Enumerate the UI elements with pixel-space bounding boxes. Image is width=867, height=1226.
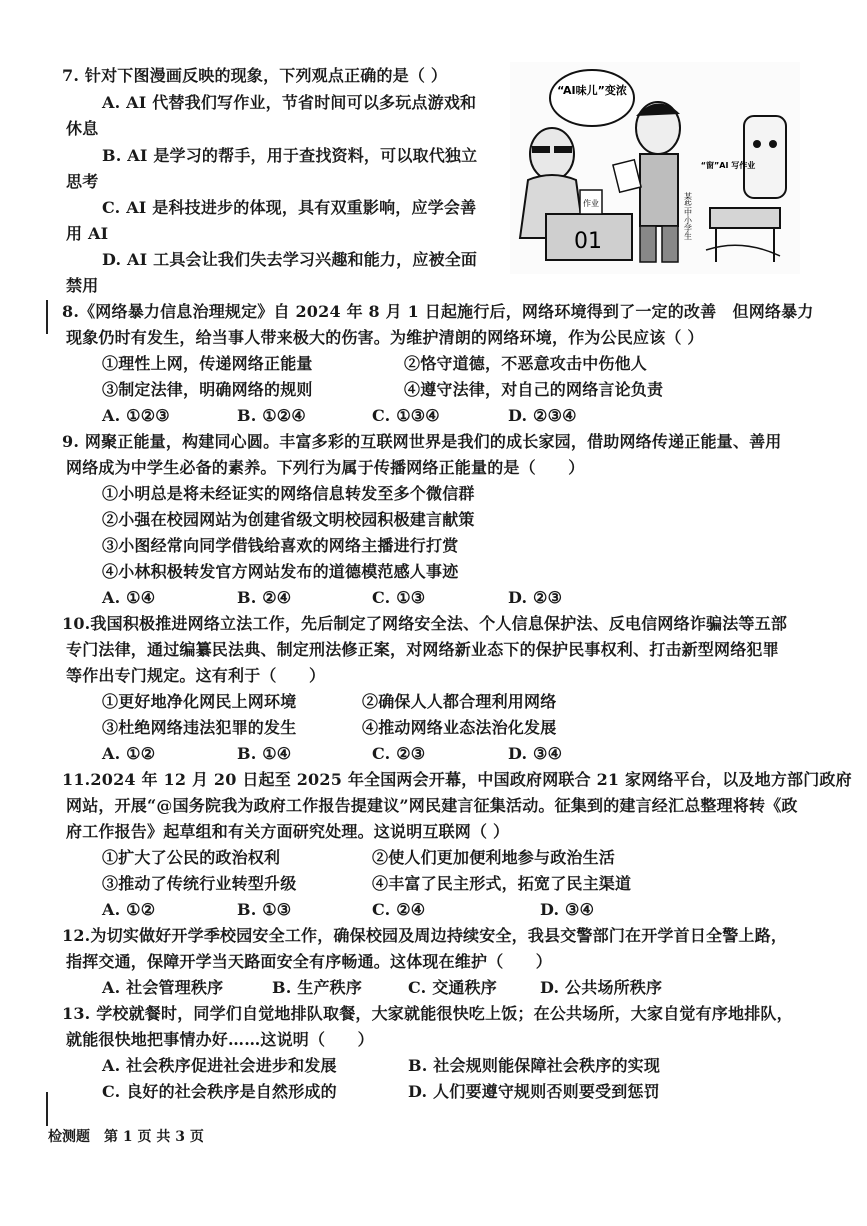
q13-option-d: D. 人们要遵守规则否则要受到惩罚	[408, 1082, 660, 1101]
q7-option-b-cont: 思考	[66, 172, 99, 191]
q10-option-d: D. ③④	[508, 744, 563, 763]
q11-option-c: C. ②④	[372, 900, 426, 919]
q13-stem-line2: 就能很快地把事情办好……这说明（ ）	[66, 1030, 374, 1049]
q7-option-a: A. AI 代替我们写作业，节省时间可以多玩点游戏和	[102, 93, 477, 112]
q7-option-d: D. AI 工具会让我们失去学习兴趣和能力，应被全面	[102, 250, 478, 269]
q11-statement-4: ④丰富了民主形式，拓宽了民主渠道	[372, 874, 632, 893]
page-footer: 检测题 第 1 页 共 3 页	[48, 1129, 204, 1145]
q9-statement-3: ③小图经常向同学借钱给喜欢的网络主播进行打赏	[102, 536, 459, 555]
q11-statement-3: ③推动了传统行业转型升级	[102, 874, 297, 893]
q7-option-c-cont: 用 AI	[66, 224, 109, 243]
q9-stem-line2: 网络成为中学生必备的素养。下列行为属于传播网络正能量的是（ ）	[66, 458, 585, 477]
q10-statement-2: ②确保人人都合理利用网络	[362, 692, 557, 711]
margin-rule-top	[46, 300, 48, 334]
q7-stem: 7. 针对下图漫画反映的现象，下列观点正确的是（ ）	[62, 66, 448, 85]
q8-statement-4: ④遵守法律，对自己的网络言论负责	[404, 380, 664, 399]
q11-option-a: A. ①②	[102, 900, 156, 919]
q7-option-a-cont: 休息	[66, 119, 99, 138]
cartoon-paper-label: 作业	[583, 199, 599, 208]
q11-option-b: B. ①③	[237, 900, 292, 919]
cartoon-side-label: 某些中小学生	[683, 192, 693, 240]
q8-option-a: A. ①②③	[102, 406, 170, 425]
cartoon-desk-code: 01	[574, 229, 602, 254]
q13-option-c: C. 良好的社会秩序是自然形成的	[102, 1082, 337, 1101]
q12-option-b: B. 生产秩序	[272, 978, 363, 997]
q7-option-c: C. AI 是科技进步的体现，具有双重影响，应学会善	[102, 198, 477, 217]
q9-option-c: C. ①③	[372, 588, 426, 607]
q11-option-d: D. ③④	[540, 900, 595, 919]
q8-option-b: B. ①②④	[237, 406, 306, 425]
margin-rule-bottom	[46, 1092, 48, 1126]
q9-statement-1: ①小明总是将未经证实的网络信息转发至多个微信群	[102, 484, 475, 503]
q11-stem-line2: 网站，开展“@国务院我为政府工作报告提建议”网民建言征集活动。征集到的建言经汇总整理将转《政	[66, 796, 798, 815]
q10-statement-1: ①更好地净化网民上网环境	[102, 692, 297, 711]
q13-option-b: B. 社会规则能保障社会秩序的实现	[408, 1056, 661, 1075]
q10-option-a: A. ①②	[102, 744, 156, 763]
q8-statement-3: ③制定法律，明确网络的规则	[102, 380, 313, 399]
q8-stem-line1: 8.《网络暴力信息治理规定》自 2024 年 8 月 1 日起施行后，网络环境得到了一定的改善 但网络暴力	[62, 302, 814, 321]
q10-option-c: C. ②③	[372, 744, 426, 763]
cartoon-illustration	[510, 62, 800, 274]
q11-statement-2: ②使人们更加便利地参与政治生活	[372, 848, 616, 867]
q10-stem-line1: 10.我国积极推进网络立法工作，先后制定了网络安全法、个人信息保护法、反电信网络诈骗法等五部	[62, 614, 788, 633]
q12-option-a: A. 社会管理秩序	[102, 978, 224, 997]
q7-option-b: B. AI 是学习的帮手，用于查找资料，可以取代独立	[102, 146, 478, 165]
q9-option-b: B. ②④	[237, 588, 292, 607]
q8-option-d: D. ②③④	[508, 406, 577, 425]
q10-statement-3: ③杜绝网络违法犯罪的发生	[102, 718, 297, 737]
q9-stem-line1: 9. 网聚正能量，构建同心圆。丰富多彩的互联网世界是我们的成长家园，借助网络传递正能量、善用	[62, 432, 782, 451]
q9-statement-4: ④小林积极转发官方网站发布的道德模范感人事迹	[102, 562, 459, 581]
q9-option-d: D. ②③	[508, 588, 563, 607]
q10-stem-line3: 等作出专门规定。这有利于（ ）	[66, 666, 326, 685]
q8-option-c: C. ①③④	[372, 406, 440, 425]
q8-statement-2: ②恪守道德，不恶意攻击中伤他人	[404, 354, 648, 373]
q11-statement-1: ①扩大了公民的政治权利	[102, 848, 281, 867]
q13-stem-line1: 13. 学校就餐时，同学们自觉地排队取餐，大家就能很快吃上饭；在公共场所，大家自觉有序地排队，	[62, 1004, 793, 1023]
q9-statement-2: ②小强在校园网站为创建省级文明校园积极建言献策	[102, 510, 475, 529]
q12-option-c: C. 交通秩序	[408, 978, 497, 997]
q8-statement-1: ①理性上网，传递网络正能量	[102, 354, 313, 373]
q13-option-a: A. 社会秩序促进社会进步和发展	[102, 1056, 337, 1075]
q11-stem-line1: 11.2024 年 12 月 20 日起至 2025 年全国两会开幕，中国政府网联合 21 家网络平台，以及地方部门政府	[62, 770, 852, 789]
q10-stem-line2: 专门法律，通过编纂民法典、制定刑法修正案，对网络新业态下的保护民事权利、打击新型网络犯罪	[66, 640, 779, 659]
cartoon-board-text: “窗”AI 写作业	[700, 161, 756, 170]
q9-option-a: A. ①④	[102, 588, 156, 607]
q8-stem-line2: 现象仍时有发生，给当事人带来极大的伤害。为维护清朗的网络环境，作为公民应该（ ）	[66, 328, 704, 347]
q11-stem-line3: 府工作报告》起草组和有关方面研究处理。这说明互联网（ ）	[66, 822, 510, 841]
q12-option-d: D. 公共场所秩序	[540, 978, 663, 997]
q7-option-d-cont: 禁用	[66, 276, 99, 295]
q10-option-b: B. ①④	[237, 744, 292, 763]
q12-stem-line2: 指挥交通，保障开学当天路面安全有序畅通。这体现在维护（ ）	[66, 952, 553, 971]
q10-statement-4: ④推动网络业态法治化发展	[362, 718, 557, 737]
cartoon-bubble-text: “AI味儿”变浓	[557, 84, 627, 97]
q12-stem-line1: 12.为切实做好开学季校园安全工作，确保校园及周边持续安全，我县交警部门在开学首日全警上路，	[62, 926, 788, 945]
